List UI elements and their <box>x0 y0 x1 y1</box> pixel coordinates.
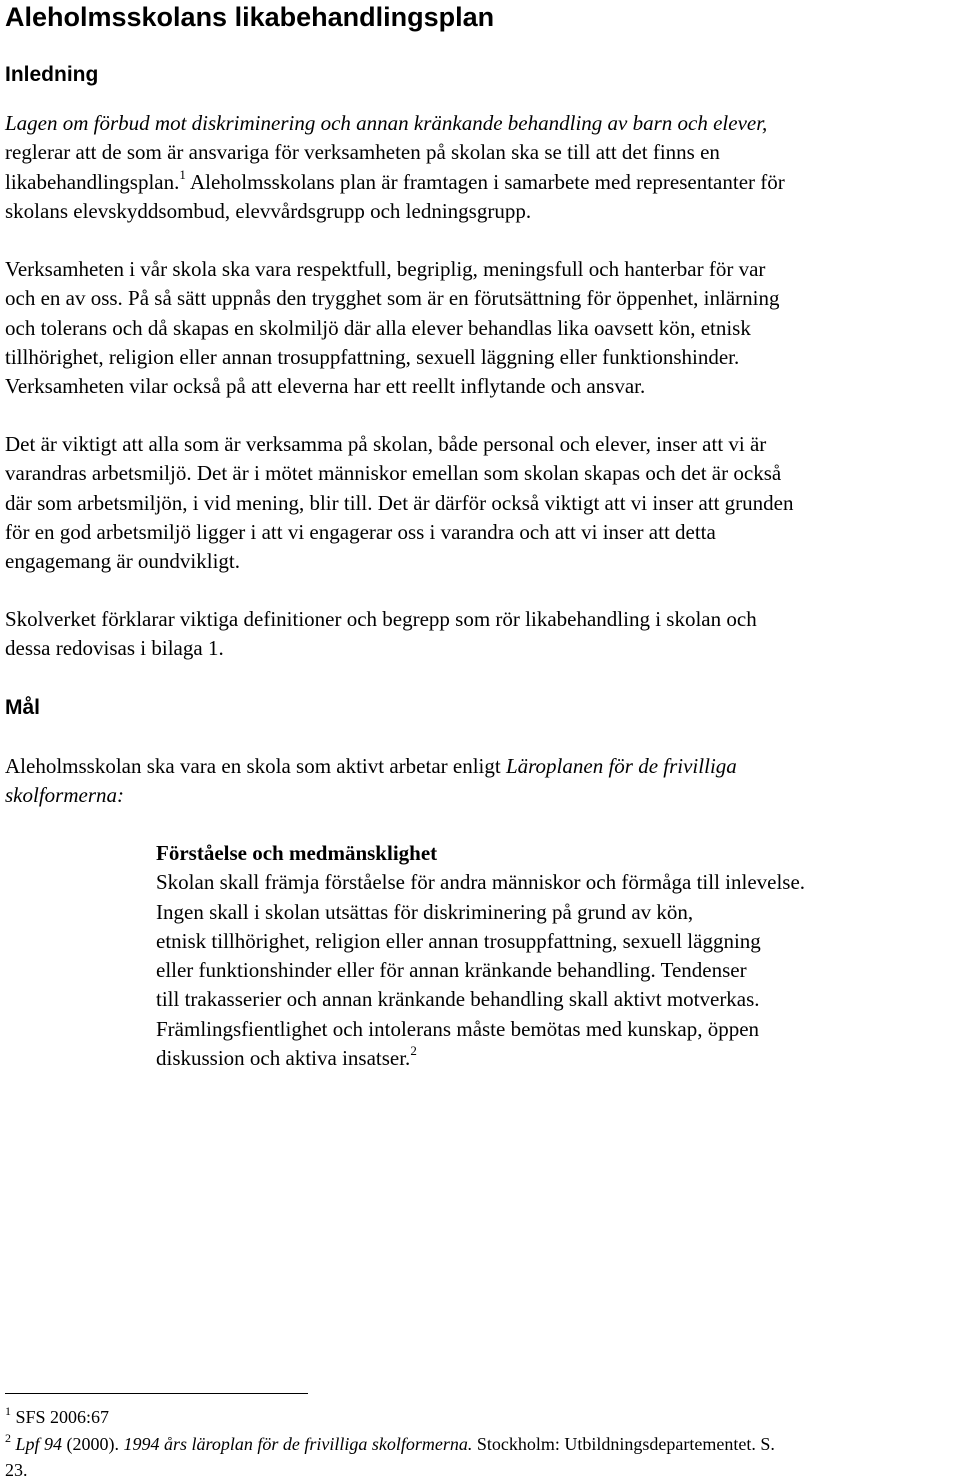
section-heading-inledning: Inledning <box>5 63 99 86</box>
text-line: Aleholmsskolan ska vara en skola som aktivt arbetar enligt Läroplanen för de frivilliga <box>5 754 737 778</box>
text-line: varandras arbetsmiljö. Det är i mötet människor emellan som skolan skapas och det är också <box>5 461 782 486</box>
paragraph-verksamheten <box>5 255 950 401</box>
paragraph-skolverket <box>5 605 950 664</box>
footnotes <box>5 1404 950 1484</box>
text-line: Lagen om förbud mot diskriminering och annan kränkande behandling av barn och elever, <box>5 111 768 135</box>
text-line: etnisk tillhörighet, religion eller annan trosuppfattning, sexuell läggning <box>156 928 761 953</box>
text-line: Skolverket förklarar viktiga definitioner och begrepp som rör likabehandling i skolan och <box>5 607 757 631</box>
paragraph-intro <box>5 109 950 226</box>
paragraph-arbetsmiljo <box>5 430 950 576</box>
footnote-2: $^2$ Lpf 94 (2000). 1994 års läroplan för de frivilliga skolformerna. Stockholm: Utbildningsdepartementet. S. <box>5 1430 775 1454</box>
text-line: där som arbetsmiljön, i vid mening, blir till. Det är därför också viktigt att vi inser att grunden <box>5 490 794 515</box>
text-line: Främlingsfientlighet och intolerans måste bemötas med kunskap, öppen <box>156 1016 760 1041</box>
section-heading-mal: Mål <box>5 696 41 719</box>
text-line: Ingen skall i skolan utsättas för diskriminering på grund av kön, <box>156 899 694 924</box>
text-line: Det är viktigt att alla som är verksamma på skolan, både personal och elever, inser att vi är <box>5 432 767 456</box>
footnote-divider <box>5 1393 308 1394</box>
text-line: och tolerans och då skapas en skolmiljö där alla elever behandlas lika oavsett kön, etnisk <box>5 315 751 340</box>
text-line: för en god arbetsmiljö ligger i att vi engagerar oss i varandra och att vi inser att detta <box>5 519 716 544</box>
text-line: reglerar att de som är ansvariga för verksamheten på skolan ska se till att det finns en <box>5 140 720 165</box>
curriculum-quote <box>156 839 946 1073</box>
footnote-ref-1: 1 <box>179 166 186 182</box>
footnote-1: $^1$ SFS 2006:67 <box>5 1404 110 1427</box>
text-line: skolformerna: <box>5 783 124 808</box>
text-line: engagemang är oundvikligt. <box>5 549 241 574</box>
footnote-ref-2: 2 <box>410 1043 417 1059</box>
text-line: Skolan skall främja förståelse för andra människor och förmåga till inlevelse. <box>156 870 806 895</box>
text-line: dessa redovisas i bilaga 1. <box>5 636 224 661</box>
text-line: skolans elevskyddsombud, elevvårdsgrupp och ledningsgrupp. <box>5 198 532 223</box>
text-line: eller funktionshinder eller för annan kränkande behandling. Tendenser <box>156 958 747 983</box>
text-line: och en av oss. På så sätt uppnås den trygghet som är en förutsättning för öppenhet, inlärning <box>5 286 780 311</box>
text-line: Verksamheten vilar också på att eleverna har ett reellt inflytande och ansvar. <box>5 374 646 399</box>
quote-heading: Förståelse och medmänsklighet <box>156 841 438 865</box>
footnote-2-continued: 23. <box>5 1460 28 1480</box>
text-line: Verksamheten i vår skola ska vara respektfull, begriplig, meningsfull och hanterbar för var <box>5 257 766 281</box>
text-line: likabehandlingsplan.$^1$ Aleholmsskolans plan är framtagen i samarbete med representanter för <box>5 166 785 194</box>
text-line: tillhörighet, religion eller annan trosuppfattning, sexuell läggning eller funktionshinder. <box>5 344 740 369</box>
text-line: diskussion och aktiva insatser.$^2$ <box>156 1043 417 1071</box>
page-title: Aleholmsskolans likabehandlingsplan <box>5 2 495 32</box>
text-line: till trakasserier och annan kränkande behandling skall aktivt motverkas. <box>156 987 760 1012</box>
paragraph-mal-intro <box>5 752 950 811</box>
